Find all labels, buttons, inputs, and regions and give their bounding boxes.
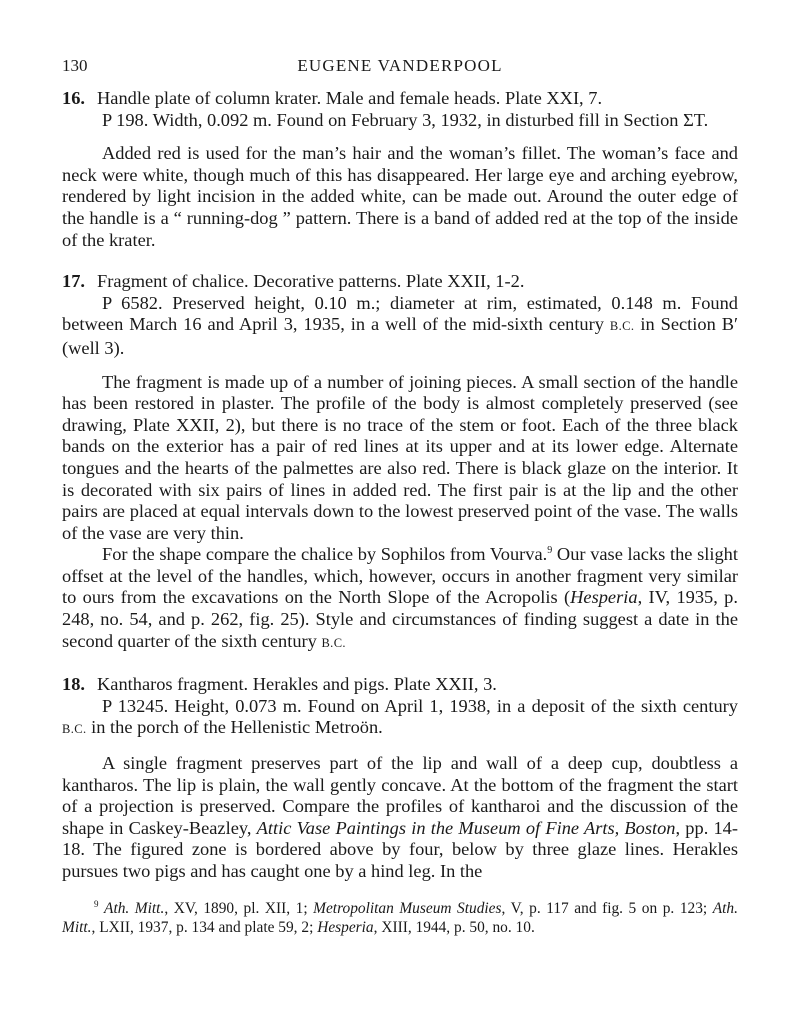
paragraph-text: For the shape compare the chalice by Sophilos from Vourva. (102, 544, 548, 565)
paragraph-text: , IV, 1935, p. 248, no. 54, and p. 262, fig. 25). Style and circumstances of finding suggest a date in the second quarter of the sixth century (62, 587, 738, 651)
entry-title: Kantharos fragment. Herakles and pigs. Plate XXII, 3. (97, 674, 497, 695)
entry-record: P 198. Width, 0.092 m. Found on February 3, 1932, in disturbed fill in Section ΣT. (102, 109, 709, 130)
era-abbreviation: B.C. (321, 635, 346, 650)
entry-number: 17. (62, 271, 85, 292)
entry-number: 18. (62, 674, 85, 695)
footnote-reference: 9 (547, 545, 553, 557)
footnote (62, 899, 738, 937)
entry-title: Handle plate of column krater. Male and female heads. Plate XXI, 7. (97, 88, 603, 108)
journal-title: Hesperia (570, 587, 638, 608)
footnote-marker: 9 (94, 898, 99, 909)
entry-heading (62, 88, 738, 110)
paragraph-text: Our vase lacks the slight offset at the level of the handles, which, however, occurs in another fragment very similar to ours from the excavations on the North Slope of the Acropolis ( (62, 544, 738, 608)
entry-number: 16. (62, 88, 85, 108)
catalogue-entry-16 (62, 88, 738, 251)
running-head-author: EUGENE VANDERPOOL (297, 56, 503, 75)
record-text: P 6582. Preserved height, 0.10 m.; diameter at rim, estimated, 0.148 m. Found between March 16 and April 3, 1935, in a well of the mid-sixth century (62, 292, 738, 335)
running-head (62, 54, 738, 78)
citation-text: , XV, 1890, pl. XII, 1; (164, 899, 314, 917)
paragraph-text: , pp. 14-18. The figured zone is bordered above by four, below by three glaze lines. Herakles pursues two pigs and has caught one by a hind leg. In the (62, 817, 738, 881)
entry-paragraph (62, 544, 738, 654)
catalogue-entry-17 (62, 271, 738, 654)
journal-title: Ath. Mitt. (104, 899, 165, 917)
journal-title: Metropolitan Museum Studies (313, 899, 502, 917)
entry-heading (62, 271, 738, 293)
entry-paragraph: Added red is used for the man’s hair and the woman’s fillet. The woman’s face and neck were white, though much of this has disappeared. Her large eye and arching eyebrow, rendered by light incision in the added white, can be made out. Around the outer edge of the handle is a “ running-dog ” pattern. There is a band of added red at the top of the inside of the krater. (62, 143, 738, 250)
era-abbreviation: B.C. (609, 319, 635, 334)
citation-text: , LXII, 1937, p. 134 and plate 59, 2; (91, 918, 318, 936)
entry-heading (62, 674, 738, 696)
record-text: P 13245. Height, 0.073 m. Found on April 1, 1938, in a deposit of the sixth century (102, 695, 738, 716)
journal-title: Ath. Mitt. (62, 899, 738, 936)
catalogue-entry-18 (62, 674, 738, 882)
entry-paragraph: The fragment is made up of a number of joining pieces. A small section of the handle has been restored in plaster. The profile of the body is almost completely preserved (see drawing, Plate XXII, 2), but there is no trace of the stem or foot. Each of the three black bands on the exterior has a pair of red lines at its upper and at its lower edge. Alternate tongues and the hearts of the palmettes are also red. There is black glaze on the interior. It is decorated with six pairs of lines in added red. The first pair is at the lip and the other pairs are placed at equal intervals down to the lowest preserved point of the vase. The walls of the vase are very thin. (62, 371, 738, 543)
record-text: in the porch of the Hellenistic Metroön. (86, 717, 383, 738)
entry-record (62, 696, 738, 741)
record-text: in Section B′ (well 3). (62, 314, 738, 358)
paragraph-text: A single fragment preserves part of the lip and wall of a deep cup, doubtless a kantharos. The lip is plain, the wall gently concave. At the bottom of the fragment the start of a projection is preserved. Compare the profiles of kantharoi and the discussion of the shape in Caskey-Beazley, (62, 753, 738, 838)
citation-text: , XIII, 1944, p. 50, no. 10. (373, 918, 535, 936)
journal-title: Hesperia (317, 918, 374, 936)
entry-record (62, 293, 738, 360)
book-title: Attic Vase Paintings in the Museum of Fine Arts, Boston (256, 817, 676, 838)
entry-title: Fragment of chalice. Decorative patterns. Plate XXII, 1-2. (97, 271, 525, 292)
page (62, 54, 738, 937)
page-number: 130 (62, 56, 88, 75)
entry-paragraph (62, 753, 738, 883)
citation-text: , V, p. 117 and fig. 5 on p. 123; (501, 899, 713, 917)
era-abbreviation: B.C. (62, 722, 87, 737)
